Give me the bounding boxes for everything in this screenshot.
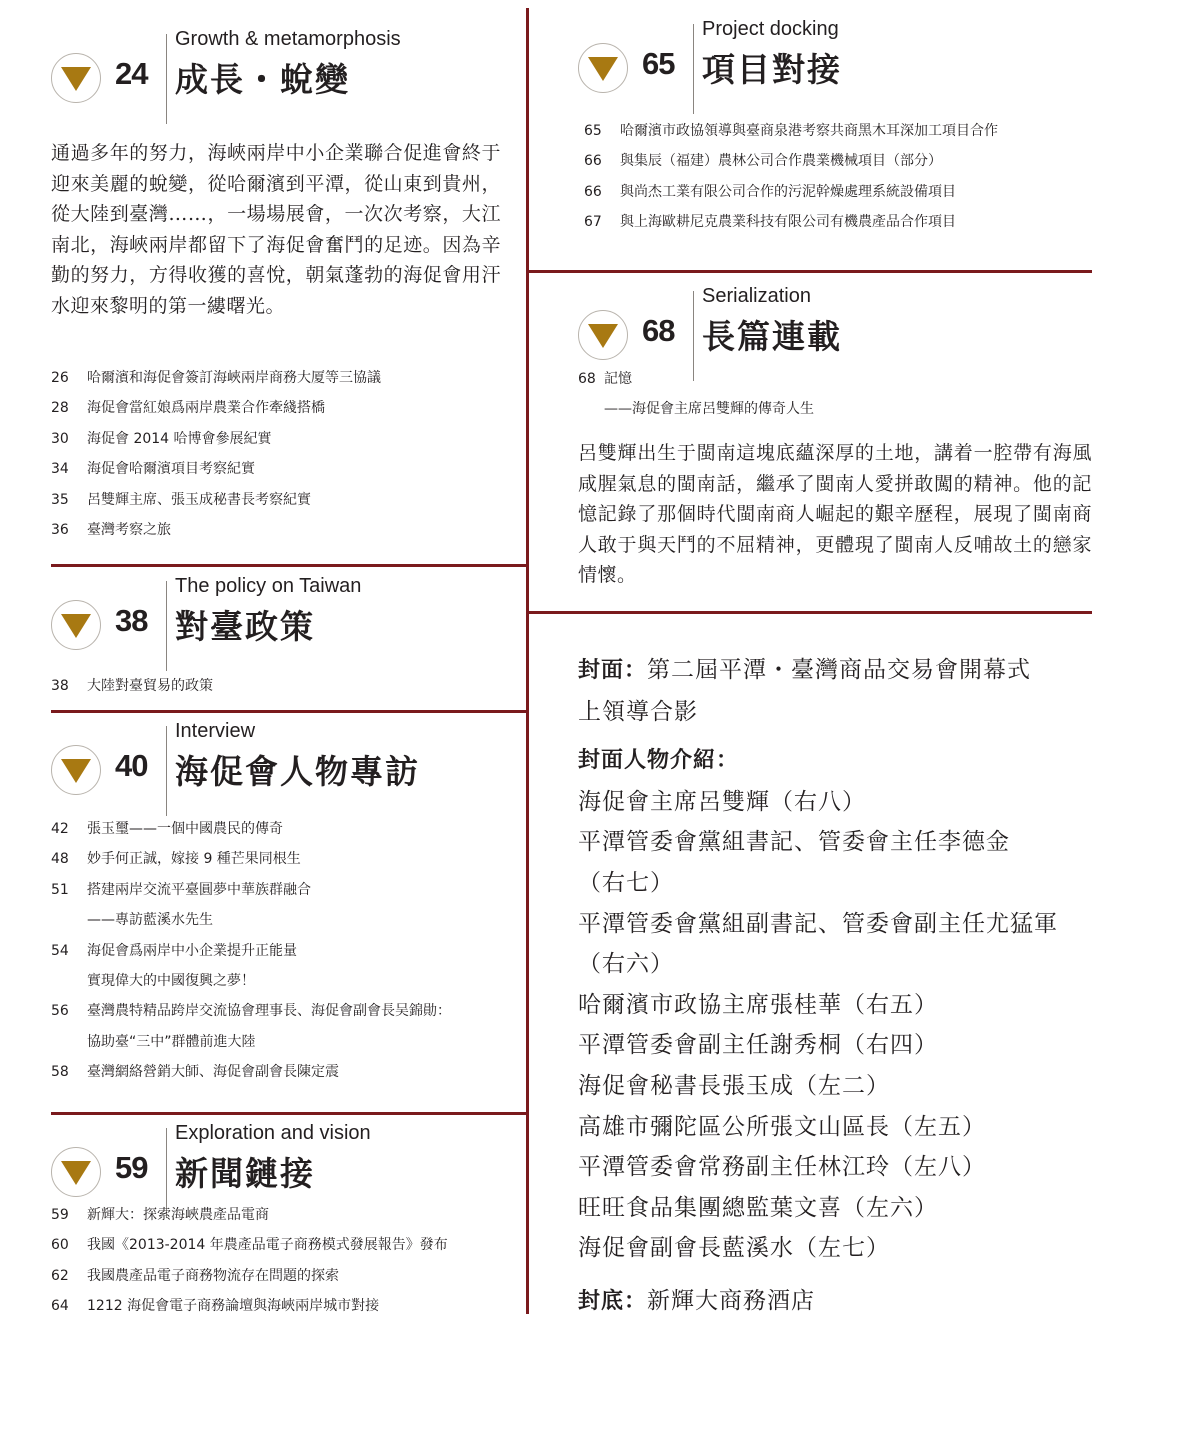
toc-item[interactable] [51,485,381,515]
toc-item[interactable] [51,875,451,905]
back-cover-label: 封底： [578,1288,648,1314]
cover-person: 平潭管委會黨組書記、管委會主任李德金 [578,829,1010,856]
section-68-list [578,364,814,425]
cover-person: 高雄市彌陀區公所張文山區長（左五） [578,1113,986,1140]
section-title-zh: 新聞鏈接 [175,1154,315,1193]
toc-item[interactable] [584,207,998,237]
section-title-en: Project docking [702,18,839,40]
center-divider [526,8,529,1314]
toc-item-continued[interactable] [51,905,451,935]
section-24-header [51,28,521,130]
section-page-number: 24 [115,56,148,91]
toc-page: 36 [51,521,69,538]
section-65-list [584,116,998,238]
toc-item-continued[interactable] [51,1027,451,1057]
section-65-header [578,18,1088,120]
section-title-en: The policy on Taiwan [175,575,362,597]
section-title-zh: 對臺政策 [175,607,315,646]
section-title-en: Exploration and vision [175,1122,371,1144]
toc-item[interactable] [51,1291,448,1321]
toc-title: 呂雙輝主席、張玉成秘書長考察紀實 [87,491,311,508]
toc-title: 新輝大：探索海峽農產品電商 [87,1207,269,1223]
toc-page: 38 [51,678,69,694]
back-cover-text: 新輝大商務酒店 [647,1287,816,1314]
section-59-list [51,1200,448,1322]
toc-title: ——專訪藍溪水先生 [87,912,213,929]
toc-item[interactable] [51,454,381,484]
toc-item[interactable] [51,515,381,545]
divider-68 [528,270,1092,273]
cover-person: 平潭管委會黨組副書記、管委會副主任尤猛軍 [578,910,1058,937]
toc-item[interactable] [51,814,451,844]
toc-title: 我國農產品電子商務物流存在問題的探索 [87,1267,339,1284]
header-separator [166,34,167,124]
triangle-down-icon [51,745,101,795]
toc-item[interactable] [578,364,814,394]
cover-person: （右六） [578,951,674,978]
cover-people-heading [578,740,1098,782]
divider-cover [528,611,1092,614]
cover-line [578,650,1098,692]
toc-page: 56 [51,1003,69,1020]
toc-title: 記憶 [604,371,632,387]
toc-page: 51 [51,881,69,898]
triangle-down-icon [51,1147,101,1197]
toc-title: 臺灣農特精品跨岸交流協會理事長、海促會副會長吴錦勛： [87,1003,451,1020]
toc-title: 哈爾濱和海促會簽訂海峽兩岸商務大厦等三協議 [87,370,381,386]
header-separator [166,726,167,816]
triangle-down-icon [578,310,628,360]
toc-page: 64 [51,1298,69,1315]
toc-title: 1212 海促會電子商務論壇與海峽兩岸城市對接 [87,1298,380,1315]
toc-item[interactable] [51,844,451,874]
toc-item-continued[interactable] [51,966,451,996]
toc-title: 與上海歐耕尼克農業科技有限公司有機農產品合作項目 [620,214,956,231]
toc-item[interactable] [51,996,451,1026]
section-page-number: 68 [642,313,675,348]
section-40-list [51,814,451,1088]
toc-item[interactable] [584,116,998,146]
toc-page: 42 [51,821,69,837]
toc-page: 58 [51,1064,69,1081]
toc-subtitle [578,394,814,424]
section-title-en: Growth & metamorphosis [175,28,401,50]
toc-page: 30 [51,430,69,447]
cover-people-label: 封面人物介紹： [578,748,740,774]
divider-40 [51,710,528,713]
triangle-down-icon [51,53,101,103]
section-40-header [51,720,521,822]
section-38-list [51,671,213,701]
toc-title: 哈爾濱市政協領導與臺商泉港考察共商黑木耳深加工項目合作 [620,123,998,139]
toc-title: 協助臺“三中”群體前進大陸 [87,1033,256,1050]
cover-person: 哈爾濱市政協主席張桂華（右五） [578,991,938,1018]
toc-title: 海促會爲兩岸中小企業提升正能量 [87,942,297,959]
toc-item[interactable] [51,363,381,393]
toc-item[interactable] [51,671,213,701]
toc-title: 我國《2013-2014 年農產品電子商務模式發展報告》發布 [87,1237,448,1254]
toc-page: 34 [51,461,69,478]
section-24-list [51,363,381,545]
section-page-number: 38 [115,603,148,638]
cover-person: （右七） [578,869,674,896]
toc-page: 48 [51,851,69,868]
cover-person: 平潭管委會常務副主任林江玲（左八） [578,1154,986,1181]
cover-person: 平潭管委會副主任謝秀桐（右四） [578,1032,938,1059]
toc-item[interactable] [51,1230,448,1260]
toc-subtitle-text: ——海促會主席呂雙輝的傳奇人生 [604,401,814,418]
header-separator [166,581,167,671]
header-separator [693,24,694,114]
toc-page: 66 [584,153,602,170]
toc-page: 67 [584,214,602,231]
section-68-intro: 呂雙輝出生于閩南這塊底蘊深厚的土地，講着一腔帶有海風咸腥氣息的閩南話，繼承了閩南人愛拼敢闖的精神。他的記憶記錄了那個時代閩南商人崛起的艱辛歷程，展現了閩南商人敢于與天鬥的不屈精神，更體現了閩南人反哺故土的戀家情懷。 [578,442,1092,587]
toc-page: 28 [51,400,69,417]
triangle-down-icon [578,43,628,93]
cover-text: 第二屆平潭・臺灣商品交易會開幕式 [647,657,1032,683]
toc-item[interactable] [51,1200,448,1230]
toc-item[interactable] [51,1057,451,1087]
section-38-header [51,575,521,677]
divider-59 [51,1112,528,1115]
triangle-down-icon [51,600,101,650]
back-cover-line [578,1281,1098,1323]
toc-title: 臺灣考察之旅 [87,521,171,538]
toc-title: 大陸對臺貿易的政策 [87,678,213,694]
section-title-zh: 長篇連載 [702,317,842,356]
toc-title: 妙手何正誠，嫁接 9 種芒果同根生 [87,851,301,868]
toc-item[interactable] [51,393,381,423]
toc-page: 62 [51,1267,69,1284]
cover-person: 旺旺食品集團總監葉文喜（左六） [578,1194,938,1221]
section-24-intro: 通過多年的努力，海峽兩岸中小企業聯合促進會終于迎來美麗的蛻變，從哈爾濱到平潭，從山東到貴州，從大陸到臺灣……，一場場展會，一次次考察，大江南北，海峽兩岸都留下了海促會奮鬥的足迹。因為辛勤的努力，方得收獲的喜悅，朝氣蓬勃的海促會用汗水迎來黎明的第一縷曙光。 [51,142,501,317]
toc-title: 搭建兩岸交流平臺圓夢中華族群融合 [87,881,311,898]
toc-title: 與尚杰工業有限公司合作的污泥幹燥處理系統設備項目 [620,183,956,200]
section-title-en: Serialization [702,285,811,307]
toc-page: 68 [578,371,596,387]
cover-info [578,650,1098,1323]
cover-person: 海促會秘書長張玉成（左二） [578,1072,890,1099]
toc-page: 35 [51,491,69,508]
toc-item[interactable] [51,1261,448,1291]
cover-line-2: 上領導合影 [578,698,698,725]
toc-title: 海促會 2014 哈博會參展紀實 [87,430,272,447]
section-title-zh: 海促會人物專訪 [175,752,420,791]
toc-title: 臺灣網絡營銷大師、海促會副會長陳定震 [87,1064,339,1081]
divider-38 [51,564,528,567]
toc-page: 65 [584,123,602,139]
cover-person: 海促會副會長藍溪水（左七） [578,1235,890,1262]
section-title-zh: 成長・蛻變 [175,60,350,99]
toc-page: 59 [51,1207,69,1223]
toc-title: 海促會當紅娘爲兩岸農業合作牽綫搭橋 [87,400,325,417]
toc-item[interactable] [51,424,381,454]
section-page-number: 65 [642,46,675,81]
section-page-number: 40 [115,748,148,783]
toc-title: 實現偉大的中國復興之夢！ [87,972,255,989]
section-title-en: Interview [175,720,256,742]
cover-label: 封面： [578,658,648,683]
cover-person: 海促會主席呂雙輝（右八） [578,788,866,815]
toc-page: 60 [51,1237,69,1254]
toc-page: 26 [51,370,69,386]
section-title-zh: 項目對接 [702,50,842,89]
toc-item[interactable] [584,146,998,176]
toc-item[interactable] [584,177,998,207]
section-page-number: 59 [115,1150,148,1185]
toc-title: 海促會哈爾濱項目考察紀實 [87,461,255,478]
toc-page: 66 [584,183,602,200]
toc-title: 張玉璽——一個中國農民的傳奇 [87,821,283,837]
toc-title: 與集辰（福建）農林公司合作農業機械項目（部分） [620,153,942,170]
toc-page: 54 [51,942,69,959]
toc-item[interactable] [51,936,451,966]
